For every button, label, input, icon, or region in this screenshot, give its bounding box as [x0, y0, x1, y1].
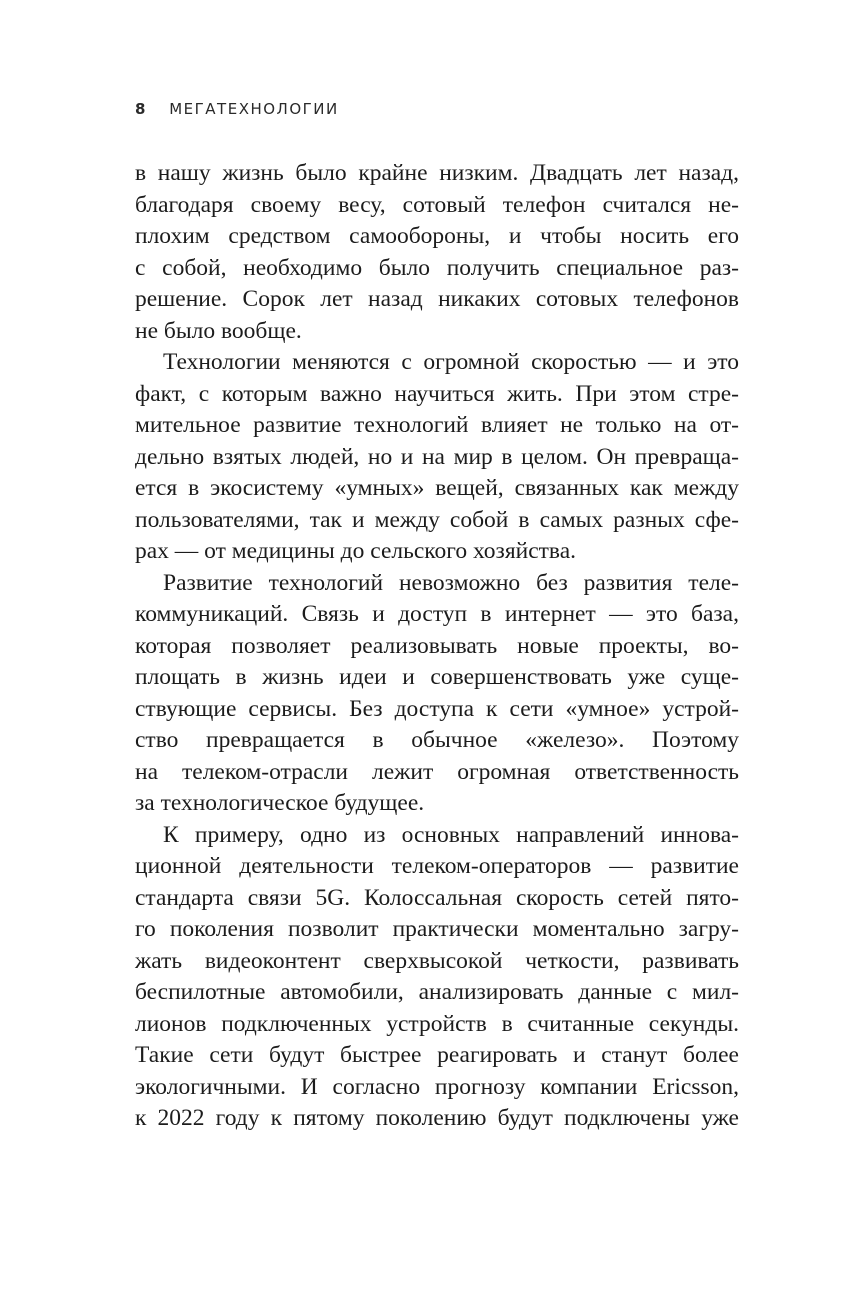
text-line: Такие сети будут быстрее реагировать и станут более: [135, 1042, 739, 1068]
running-title: МЕГАТЕХНОЛОГИИ: [169, 100, 339, 118]
text-line: К примеру, одно из основных направлений иннова-: [163, 821, 739, 848]
paragraph: [135, 568, 739, 820]
paragraph: [135, 158, 739, 347]
text-line: плохим средством самообороны, и чтобы носить его: [135, 223, 739, 249]
text-line: дельно взятых людей, но и на мир в целом. Он превраща-: [135, 443, 739, 470]
running-head: [135, 100, 339, 118]
text-line: на телеком-отрасли лежит огромная ответственность: [135, 758, 739, 785]
paragraph: [135, 820, 739, 1135]
text-line: в нашу жизнь было крайне низким. Двадцать лет назад,: [135, 160, 739, 186]
text-line: решение. Сорок лет назад никаких сотовых телефонов: [135, 286, 739, 312]
text-line: за технологическое будущее.: [135, 790, 425, 816]
text-line: которая позволяет реализовывать новые проекты, во-: [135, 632, 739, 659]
page-number: 8: [135, 100, 147, 118]
text-line: жать видеоконтент сверхвысокой четкости, развивать: [135, 947, 739, 974]
text-line: Технологии меняются с огромной скоростью — и это: [163, 349, 739, 375]
text-line: рах — от медицины до сельского хозяйства.: [135, 538, 577, 564]
text-line: к 2022 году к пятому поколению будут подключены уже: [135, 1105, 739, 1131]
text-line: не было вообще.: [135, 317, 302, 344]
text-line: ство превращается в обычное «железо». Поэтому: [135, 727, 739, 753]
text-line: благодаря своему весу, сотовый телефон считался не-: [135, 191, 739, 218]
text-line: лионов подключенных устройств в считанные секунды.: [135, 1010, 739, 1037]
paragraph: [135, 347, 739, 568]
text-line: го поколения позволит практически моментально загру-: [135, 916, 739, 942]
text-line: ствующие сервисы. Без доступа к сети «умное» устрой-: [135, 695, 739, 722]
text-line: факт, с которым важно научиться жить. При этом стре-: [135, 380, 739, 407]
text-line: ется в экосистему «умных» вещей, связанных как между: [135, 475, 739, 501]
text-line: пользователями, так и между собой в самых разных сфе-: [135, 506, 739, 533]
text-line: площать в жизнь идеи и совершенствовать уже суще-: [135, 664, 739, 690]
text-line: коммуникаций. Связь и доступ в интернет — это база,: [135, 601, 739, 627]
text-line: ционной деятельности телеком-операторов — развитие: [135, 853, 739, 879]
text-line: экологичными. И согласно прогнозу компании Ericsson,: [135, 1073, 739, 1100]
body-text: [135, 158, 739, 1135]
text-line: с собой, необходимо было получить специальное раз-: [135, 254, 739, 281]
text-line: Развитие технологий невозможно без развития теле-: [163, 569, 739, 596]
text-line: мительное развитие технологий влияет не только на от-: [135, 412, 739, 438]
text-line: стандарта связи 5G. Колоссальная скорость сетей пято-: [135, 884, 739, 911]
text-line: беспилотные автомобили, анализировать данные с мил-: [135, 979, 739, 1005]
